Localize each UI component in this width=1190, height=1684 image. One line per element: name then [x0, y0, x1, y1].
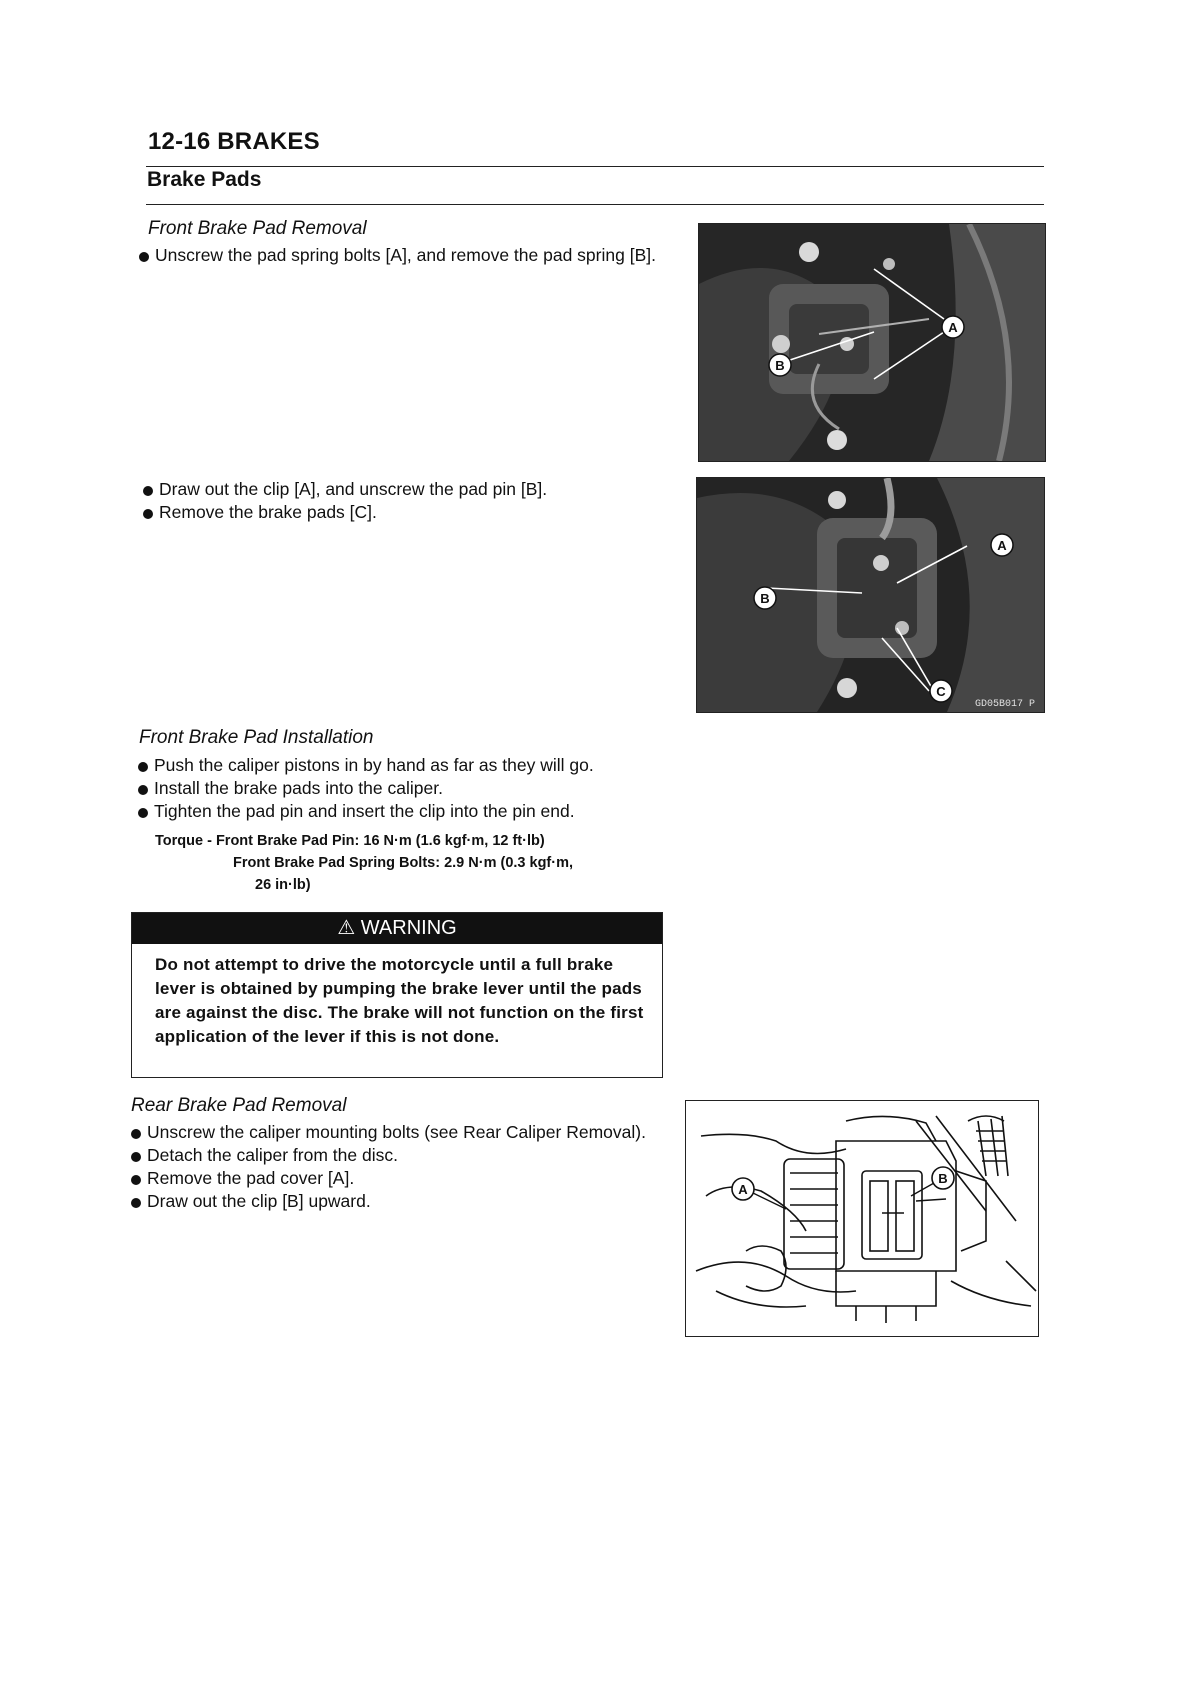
- list-item: Unscrew the pad spring bolts [A], and remove the pad spring [B].: [138, 244, 678, 267]
- list-item: Draw out the clip [A], and unscrew the pad pin [B].: [142, 478, 662, 501]
- rear-removal-subheading: Rear Brake Pad Removal: [131, 1095, 347, 1116]
- warning-icon: ⚠: [337, 917, 356, 939]
- callout-b-label: B: [775, 358, 785, 373]
- list-item: Unscrew the caliper mounting bolts (see Rear Caliper Removal).: [130, 1121, 670, 1144]
- torque-pad-pin: Front Brake Pad Pin: 16 N·m (1.6 kgf·m, 12 ft·lb): [215, 833, 545, 849]
- front-installation-subheading: Front Brake Pad Installation: [139, 727, 374, 748]
- warning-header: [132, 913, 662, 944]
- callout-a-label: A: [738, 1182, 748, 1197]
- front-removal-steps-b: [142, 478, 662, 524]
- callout-c-label: C: [936, 684, 946, 699]
- rear-caliper-drawing: [686, 1101, 1038, 1336]
- front-removal-subheading: Front Brake Pad Removal: [148, 218, 367, 239]
- list-item: Draw out the clip [B] upward.: [130, 1190, 670, 1213]
- list-item: Push the caliper pistons in by hand as far as they will go.: [137, 754, 697, 777]
- torque-block: [155, 830, 573, 896]
- page-header: 12-16 BRAKES: [148, 128, 320, 155]
- caliper-photo-2: [697, 478, 1044, 712]
- torque-spring-bolts-cont: 26 in·lb): [255, 877, 311, 893]
- caliper-photo-1: [699, 224, 1045, 461]
- front-installation-steps: [137, 754, 697, 823]
- list-item: Detach the caliper from the disc.: [130, 1144, 670, 1167]
- list-item: Remove the pad cover [A].: [130, 1167, 670, 1190]
- torque-label: Torque -: [155, 833, 212, 849]
- callout-b-label: B: [938, 1171, 948, 1186]
- warning-text: Do not attempt to drive the motorcycle until a full brake lever is obtained by pumping the brake lever until the pads are against the disc. The brake will not function on the first application of the lever if this is not done.: [155, 955, 644, 1046]
- section-title: Brake Pads: [147, 168, 262, 191]
- front-removal-steps-a: [138, 244, 678, 267]
- list-item: Tighten the pad pin and insert the clip into the pin end.: [137, 800, 697, 823]
- torque-spring-bolts: Front Brake Pad Spring Bolts: 2.9 N·m (0.3 kgf·m,: [233, 855, 573, 871]
- drawing-rear-caliper: [685, 1100, 1039, 1337]
- torque-line-1: [155, 830, 573, 852]
- callout-b-label: B: [760, 591, 770, 606]
- photo-pad-spring-bolts: [698, 223, 1046, 462]
- callout-a-label: A: [997, 538, 1007, 553]
- callout-a-label: A: [948, 320, 958, 335]
- list-item: Install the brake pads into the caliper.: [137, 777, 697, 800]
- warning-title: WARNING: [360, 917, 457, 939]
- rear-removal-steps: [130, 1121, 670, 1213]
- figure-code: GD05B017 P: [974, 699, 1035, 710]
- list-item: Remove the brake pads [C].: [142, 501, 662, 524]
- header-rule: [146, 166, 1044, 167]
- photo-clip-pad-pin: [696, 477, 1045, 713]
- section-rule: [146, 204, 1044, 205]
- warning-box: [131, 912, 663, 1078]
